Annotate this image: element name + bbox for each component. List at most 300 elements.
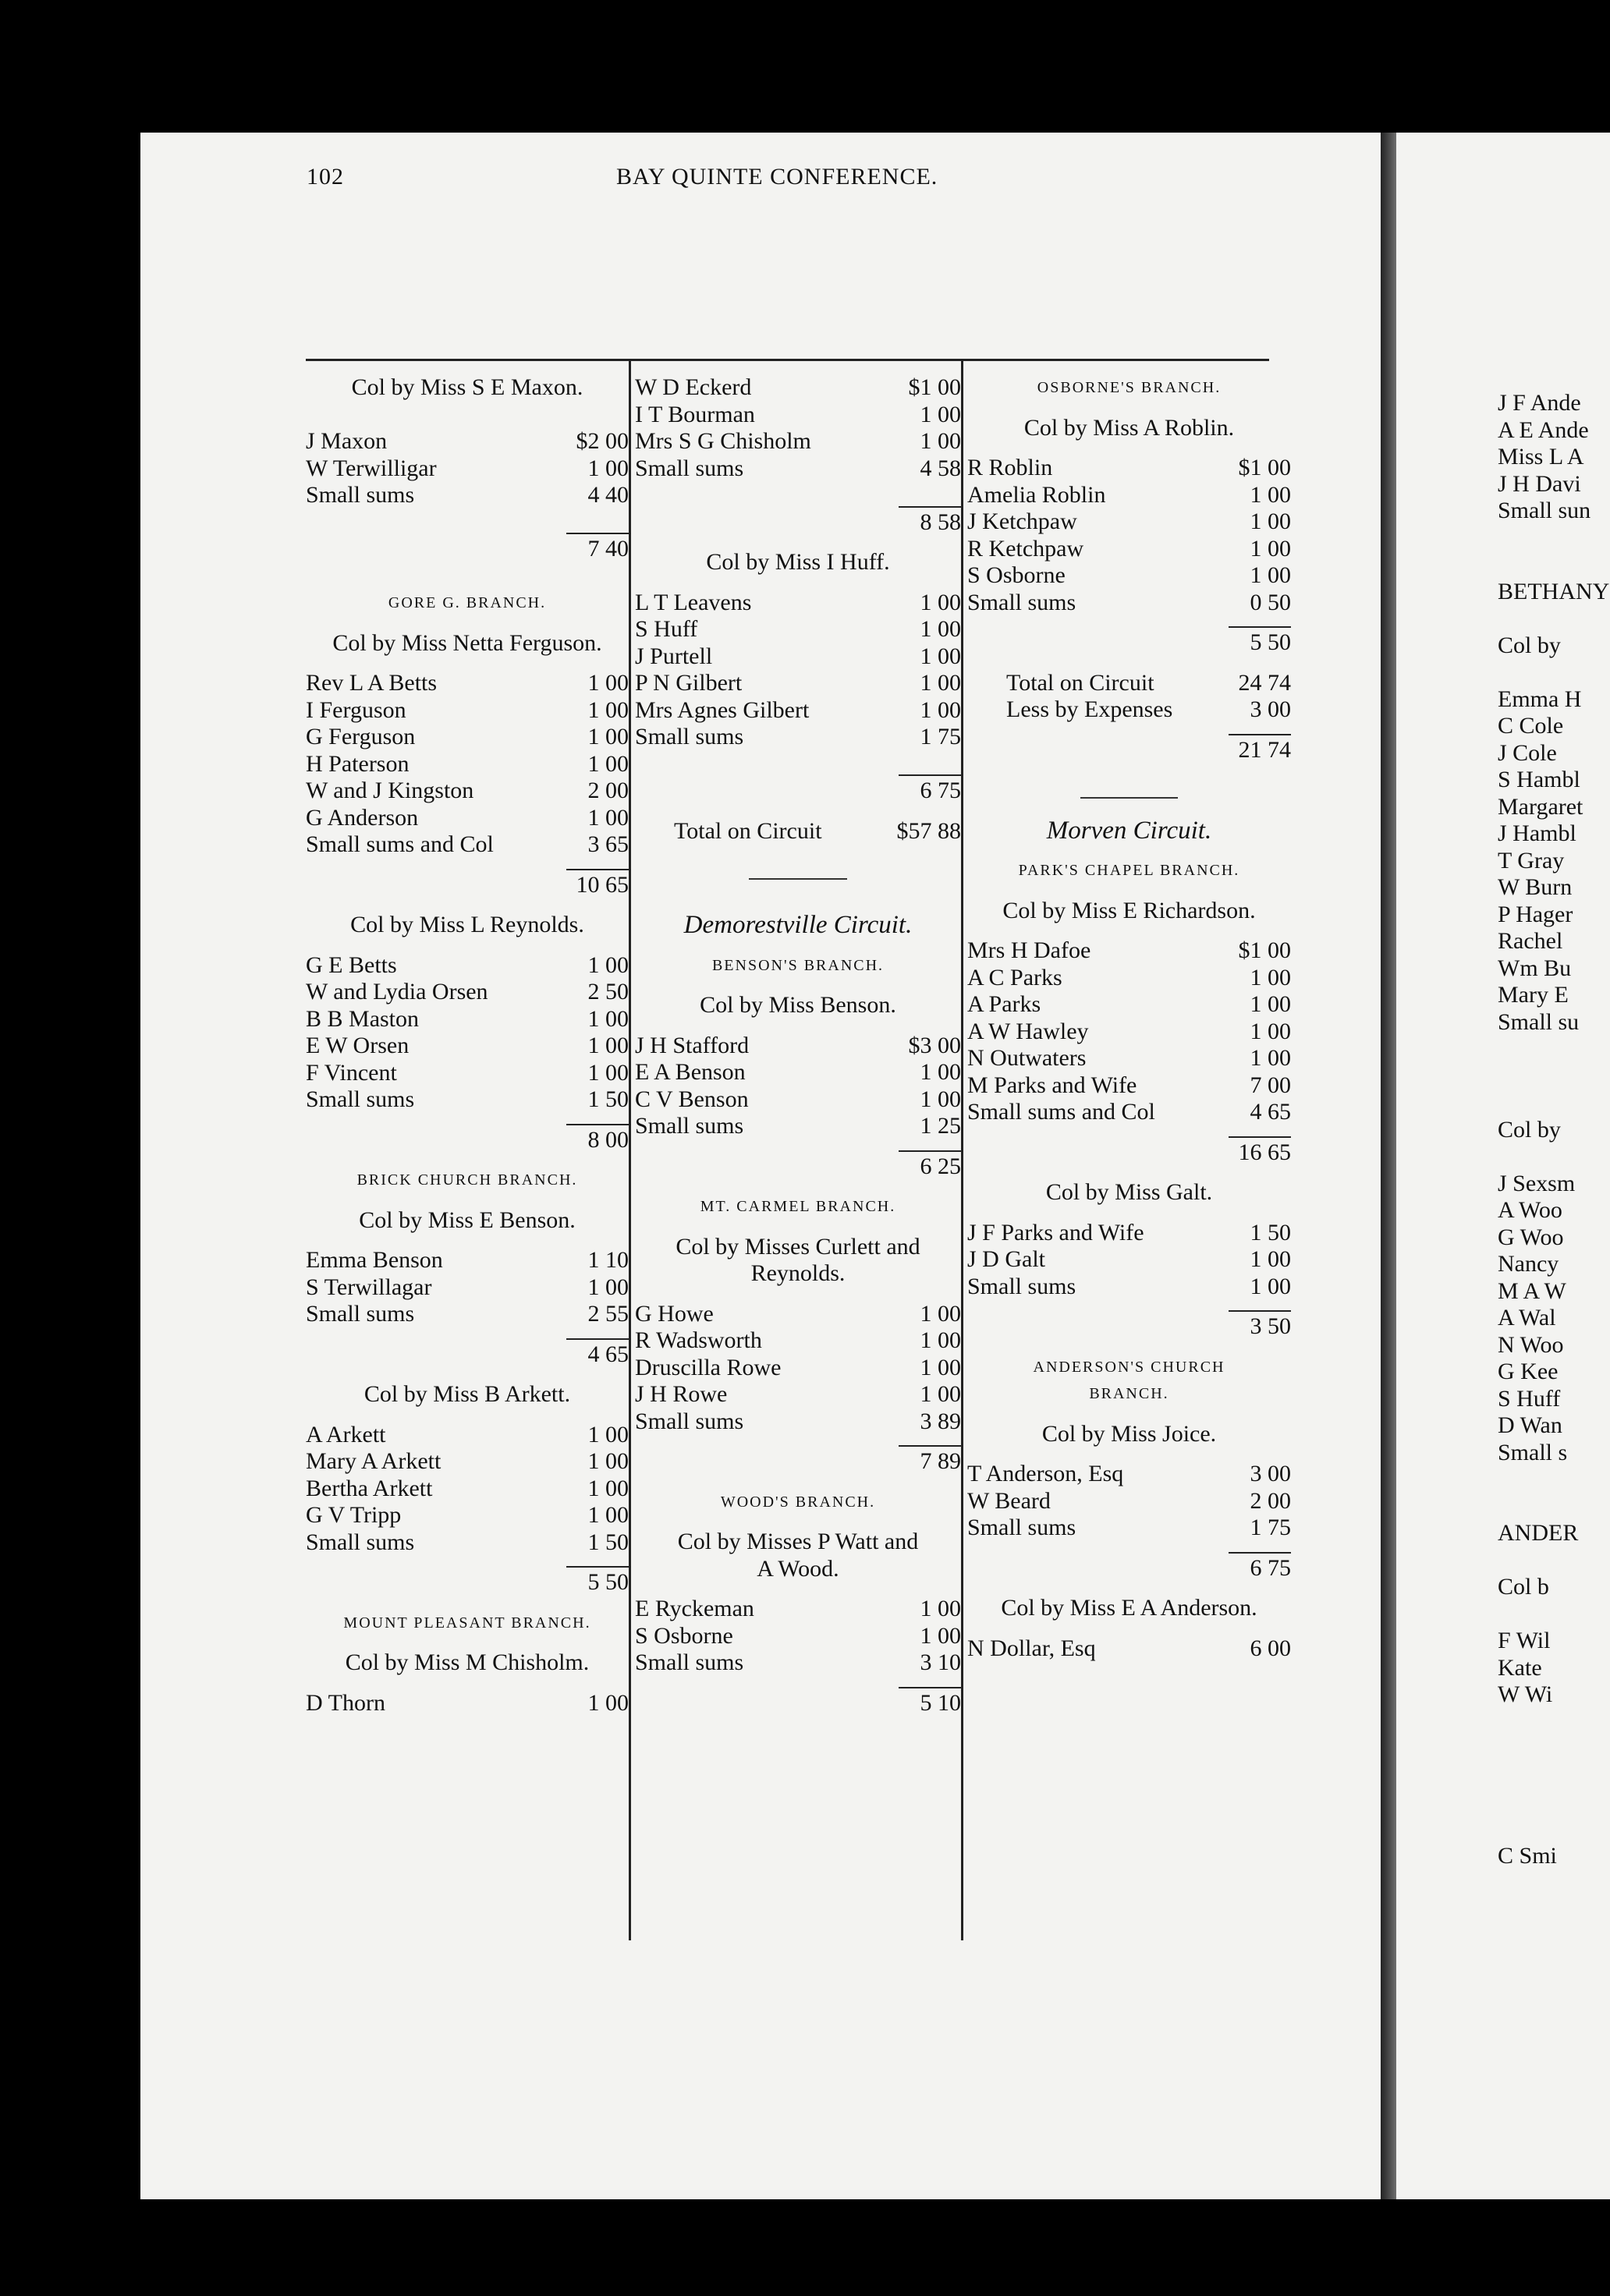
subtotal-line (967, 629, 1291, 657)
subtotal-line (306, 1127, 629, 1154)
ledger-entry (635, 724, 961, 751)
next-page-line (1498, 1628, 1610, 1655)
next-page-text: P Hager (1498, 901, 1573, 927)
entry-name: Small sums (635, 455, 744, 481)
ledger-entry (635, 1355, 961, 1382)
next-page-text: A Woo (1498, 1197, 1562, 1223)
next-page-text: Col b (1498, 1574, 1549, 1600)
entry-amount: 6 75 (1250, 1554, 1291, 1581)
ledger-entry (635, 590, 961, 617)
entry-amount: 2 55 (587, 1301, 629, 1327)
spacer (306, 509, 629, 537)
collector-line (967, 1595, 1291, 1622)
entry-name: J H Stafford (635, 1032, 750, 1058)
spacer (967, 1206, 1291, 1220)
next-page-line (1498, 1224, 1610, 1252)
next-page-text: Small su (1498, 1008, 1580, 1035)
entry-amount: 6 75 (920, 778, 961, 803)
collector-line (967, 1421, 1291, 1448)
entry-name: A Parks (967, 991, 1041, 1017)
entry-name: Small sums (306, 482, 415, 508)
spacer (967, 402, 1291, 415)
next-page-line (1498, 1412, 1610, 1440)
entry-amount: 1 00 (1250, 508, 1291, 534)
next-page-line (1498, 1466, 1610, 1493)
entry-amount: 1 00 (1250, 481, 1291, 508)
ledger-entry (967, 1045, 1291, 1072)
next-page-line (1498, 1090, 1610, 1117)
ledger-entry (635, 1059, 961, 1086)
entry-amount: 1 00 (587, 951, 629, 978)
branch-heading (967, 857, 1291, 884)
sum-rule (899, 1687, 961, 1688)
ledger-entry (306, 952, 629, 980)
entry-amount: 1 75 (1250, 1515, 1291, 1540)
ledger-entry (635, 1113, 961, 1140)
next-page-line (1498, 1278, 1610, 1306)
subtotal-line (635, 1153, 961, 1181)
entry-amount: 2 00 (1250, 1487, 1291, 1514)
entry-amount: 16 65 (1238, 1139, 1291, 1165)
sum-rule (1229, 734, 1291, 735)
branch-title: BRANCH. (1089, 1385, 1169, 1402)
entry-amount: 10 65 (576, 871, 629, 898)
ledger-entry (635, 1381, 961, 1408)
column-rule-1 (629, 361, 631, 1940)
next-page-text: Col by (1498, 632, 1561, 658)
entry-amount: 1 00 (587, 724, 629, 749)
ledger-entry (306, 1247, 629, 1274)
entry-amount: 1 00 (920, 1327, 961, 1353)
next-page-line (1498, 1843, 1610, 1870)
ledger-entry (306, 670, 629, 697)
ledger-entry (635, 455, 961, 483)
entry-name: G Ferguson (306, 724, 416, 749)
sum-rule (566, 1124, 629, 1125)
entry-amount: 1 75 (920, 724, 961, 749)
entry-amount: 1 00 (587, 1421, 629, 1447)
ledger-entry (967, 508, 1291, 536)
entry-amount: 4 58 (920, 455, 961, 481)
branch-heading (635, 952, 961, 980)
entry-amount: 1 00 (1250, 1045, 1291, 1071)
spacer (967, 1582, 1291, 1595)
spacer (967, 764, 1291, 791)
entry-name: Small sums (635, 1649, 744, 1675)
ledger-entry (967, 937, 1291, 965)
ledger-entry (306, 751, 629, 778)
next-page-line (1498, 1763, 1610, 1790)
entry-name: Emma Benson (306, 1247, 443, 1273)
sum-rule (1229, 1310, 1291, 1312)
next-page-text: Rachel (1498, 928, 1563, 954)
branch-title: BENSON'S BRANCH. (711, 956, 885, 974)
entry-name: A Arkett (306, 1421, 386, 1447)
spacer (306, 402, 629, 429)
next-page-line (1498, 874, 1610, 902)
spacer (635, 751, 961, 778)
entry-name: J D Galt (967, 1246, 1045, 1272)
entry-name: R Wadsworth (635, 1327, 762, 1353)
spacer (635, 1515, 961, 1529)
next-page-line (1498, 471, 1610, 498)
entry-name: Bertha Arkett (306, 1475, 433, 1501)
entry-amount: 7 00 (1250, 1072, 1291, 1098)
ledger-entry (306, 482, 629, 509)
next-page-text: D Wan (1498, 1412, 1562, 1438)
next-page-text: J Cole (1498, 739, 1557, 766)
entry-name: E Ryckeman (635, 1596, 754, 1621)
spacer (306, 1677, 629, 1690)
next-page-line (1498, 605, 1610, 632)
next-page-line (1498, 390, 1610, 417)
ledger-entry (306, 697, 629, 725)
entry-amount: 1 00 (1250, 535, 1291, 562)
entry-amount: 8 00 (587, 1126, 629, 1153)
entry-name: I Ferguson (306, 696, 406, 723)
entry-amount: 5 10 (920, 1689, 961, 1716)
next-page-text: W Wi (1498, 1681, 1553, 1707)
entry-name: Small sums (306, 1301, 415, 1327)
entry-name: Mary A Arkett (306, 1448, 442, 1474)
next-page-line (1498, 848, 1610, 875)
next-page-text: M A W (1498, 1277, 1566, 1304)
collector-text: Col by Miss Galt. (1045, 1179, 1213, 1205)
entry-amount: 3 00 (1250, 696, 1291, 722)
entry-name: G Howe (635, 1300, 714, 1327)
entry-amount: 1 00 (1250, 1246, 1291, 1272)
next-page-text: C Cole (1498, 713, 1564, 739)
next-page-line (1498, 1547, 1610, 1575)
entry-amount: 1 00 (920, 401, 961, 427)
ledger-entry (306, 979, 629, 1006)
entry-name: J Purtell (635, 643, 713, 669)
spacer (635, 1221, 961, 1234)
subtotal-line (306, 872, 629, 899)
subtotal-line (306, 1569, 629, 1596)
entry-name: J Ketchpaw (967, 508, 1077, 534)
next-page-text: J F Ande (1498, 390, 1581, 416)
collector-text: Col by Misses Curlett and (676, 1233, 920, 1260)
next-page-line (1498, 1520, 1610, 1547)
ledger-entry (306, 1422, 629, 1449)
branch-heading (635, 1489, 961, 1516)
next-page-text: Mary E (1498, 982, 1569, 1008)
branch-title: PARK'S CHAPEL BRANCH. (1018, 862, 1240, 879)
circuit-title: Morven Circuit. (1046, 816, 1212, 845)
subtotal-line (635, 778, 961, 805)
entry-name: Less by Expenses (1006, 696, 1173, 722)
ledger-entry (306, 1086, 629, 1114)
spacer (306, 1194, 629, 1207)
entry-name: Small sums (635, 724, 744, 749)
entry-name: N Outwaters (967, 1045, 1087, 1071)
next-page-line (1498, 659, 1610, 686)
collector-text: Col by Miss E Benson. (359, 1206, 576, 1233)
spacer (306, 617, 629, 630)
collector-line (635, 992, 961, 1019)
next-page-line (1498, 1681, 1610, 1709)
next-page-text: A E Ande (1498, 416, 1589, 443)
entry-amount: 1 00 (920, 1300, 961, 1327)
subtotal-line (967, 737, 1291, 764)
ledger-entry (635, 1327, 961, 1355)
entry-amount: 1 00 (920, 1381, 961, 1407)
subtotal-line (967, 1555, 1291, 1582)
collector-line (306, 374, 629, 402)
entry-amount: 24 74 (1238, 669, 1291, 696)
spacer (306, 939, 629, 952)
ledger-entry (635, 1086, 961, 1114)
next-page-text: S Hambl (1498, 767, 1580, 792)
next-page-line (1498, 955, 1610, 983)
branch-title: MT. CARMEL BRANCH. (700, 1198, 896, 1215)
collector-text: Col by Miss E A Anderson. (1001, 1595, 1257, 1621)
entry-amount: 1 00 (920, 696, 961, 723)
entry-name: Mrs H Dafoe (967, 937, 1091, 963)
entry-name: R Ketchpaw (967, 535, 1084, 562)
entry-amount: 4 65 (1250, 1099, 1291, 1125)
entry-amount: 1 00 (587, 1689, 629, 1716)
entry-name: M Parks and Wife (967, 1072, 1137, 1098)
next-page-line (1498, 928, 1610, 955)
spacer (635, 1180, 961, 1193)
next-page-line (1498, 444, 1610, 471)
entry-amount: 1 00 (587, 1475, 629, 1501)
entry-amount: 1 00 (920, 589, 961, 615)
next-page-line (1498, 551, 1610, 579)
entry-amount: 1 00 (587, 696, 629, 723)
sum-rule (1229, 1552, 1291, 1554)
entry-amount: $3 00 (908, 1032, 961, 1058)
circuit-title: Demorestville Circuit. (683, 911, 913, 939)
spacer (967, 657, 1291, 670)
branch-title: GORE G. BRANCH. (388, 594, 547, 611)
collector-text: Reynolds. (750, 1260, 846, 1286)
spacer (635, 845, 961, 872)
entry-amount: 4 40 (587, 482, 629, 508)
entry-amount: 1 00 (587, 1502, 629, 1528)
entry-name: Small sums (967, 589, 1076, 615)
spacer (967, 844, 1291, 857)
collector-line (967, 415, 1291, 442)
ledger-entry (306, 1476, 629, 1503)
sum-rule (566, 1338, 629, 1340)
next-page-text: BETHANY (1498, 578, 1610, 604)
collector-line (635, 1234, 961, 1261)
circuit-heading (967, 817, 1291, 845)
subtotal-line (306, 1341, 629, 1369)
entry-name: Small sums (967, 1515, 1076, 1540)
ledger-entry (635, 1623, 961, 1650)
sum-rule (899, 1150, 961, 1152)
ledger-entry (967, 1635, 1291, 1663)
entry-name: S Osborne (967, 562, 1066, 588)
collector-text: Col by Miss M Chisholm. (345, 1649, 590, 1675)
ledger-entry (635, 402, 961, 429)
sum-rule (1229, 626, 1291, 628)
next-page-line (1498, 1735, 1610, 1763)
spacer (967, 441, 1291, 455)
spacer (635, 1288, 961, 1301)
branch-title: WOOD'S BRANCH. (720, 1493, 876, 1511)
subtotal-line (967, 1313, 1291, 1341)
collector-text: Col by Miss Joice. (1041, 1420, 1217, 1447)
next-page-text: J H Davi (1498, 470, 1581, 497)
entry-amount: 1 00 (587, 1274, 629, 1300)
entry-name: S Osborne (635, 1622, 733, 1649)
next-page-text: Kate (1498, 1654, 1542, 1681)
entry-name: Amelia Roblin (967, 481, 1106, 508)
entry-amount: 4 65 (587, 1341, 629, 1367)
ledger-entry (635, 1649, 961, 1677)
next-page-text: C Smi (1498, 1843, 1557, 1869)
next-page-line (1498, 1789, 1610, 1816)
ledger-entry (967, 536, 1291, 563)
spacer (635, 979, 961, 992)
entry-amount: 6 25 (920, 1153, 961, 1179)
ledger-entry (967, 1019, 1291, 1046)
collector-text: Col by Miss B Arkett. (363, 1381, 571, 1407)
entry-name: I T Bourman (635, 401, 755, 427)
entry-amount: $1 00 (908, 374, 961, 400)
entry-name: B B Maston (306, 1005, 420, 1032)
next-page-text: W Burn (1498, 874, 1573, 900)
collector-line (635, 1260, 961, 1288)
next-page-line (1498, 767, 1610, 794)
ledger-entry (967, 562, 1291, 590)
entry-amount: 6 00 (1250, 1635, 1291, 1661)
next-page-text: Wm Bu (1498, 955, 1572, 981)
entry-name: G Anderson (306, 804, 419, 831)
spacer (635, 1476, 961, 1489)
entry-name: G V Tripp (306, 1502, 402, 1528)
entry-name: Small sums (635, 1408, 744, 1434)
branch-title: MOUNT PLEASANT BRANCH. (343, 1614, 591, 1632)
entry-amount: 1 00 (920, 1059, 961, 1085)
branch-title: BRICK CHURCH BRANCH. (356, 1171, 578, 1189)
entry-amount: 1 00 (920, 1622, 961, 1649)
collector-text: A Wood. (757, 1555, 839, 1582)
ledger-entry (306, 1448, 629, 1476)
entry-amount: 1 50 (1250, 1219, 1291, 1245)
ledger-entry (306, 455, 629, 483)
entry-amount: 1 00 (587, 804, 629, 831)
next-page-text: G Woo (1498, 1224, 1564, 1250)
spacer (635, 1582, 961, 1596)
ledger-entry (635, 616, 961, 643)
entry-amount: 1 00 (1250, 964, 1291, 990)
entry-amount: 3 89 (920, 1408, 961, 1434)
next-page-line (1498, 1197, 1610, 1224)
ledger-entry (306, 1274, 629, 1302)
ledger-entry (306, 1060, 629, 1087)
entry-amount: 1 00 (587, 1059, 629, 1086)
ledger-entry (635, 1033, 961, 1060)
entry-name: W Terwilligar (306, 455, 437, 481)
spacer (635, 482, 961, 509)
branch-heading (635, 1193, 961, 1221)
entry-amount: $57 88 (896, 817, 961, 844)
next-page-line (1498, 1655, 1610, 1682)
entry-name: Small sums (967, 1273, 1076, 1299)
collector-text: Col by Miss Benson. (700, 992, 896, 1018)
ledger-entry (635, 643, 961, 671)
next-page-text: N Woo (1498, 1331, 1564, 1358)
spacer (967, 924, 1291, 937)
next-page-line (1498, 1440, 1610, 1467)
ledger-entry (967, 455, 1291, 482)
entry-amount: 1 00 (1250, 1018, 1291, 1044)
ledger-entry (967, 1099, 1291, 1126)
entry-name: Small sums and Col (967, 1099, 1155, 1125)
branch-heading (306, 1610, 629, 1637)
entry-name: L T Leavens (635, 589, 752, 615)
entry-name: E A Benson (635, 1059, 746, 1085)
next-page-line (1498, 1036, 1610, 1063)
next-page-line (1498, 417, 1610, 445)
ledger-entry (635, 428, 961, 455)
spacer (635, 939, 961, 952)
collector-text: Col by Miss L Reynolds. (350, 912, 584, 937)
branch-heading (967, 374, 1291, 402)
ledger-entry (967, 1515, 1291, 1542)
collector-text: Col by Miss S E Maxon. (351, 374, 583, 400)
subtotal-line (635, 1690, 961, 1717)
section-separator (967, 791, 1291, 804)
collector-line (306, 1381, 629, 1408)
ledger-entry (967, 1072, 1291, 1100)
ledger-entry (306, 428, 629, 455)
collector-line (306, 1207, 629, 1235)
next-page-line (1498, 1305, 1610, 1332)
entry-name: J H Rowe (635, 1381, 728, 1407)
entry-amount: 1 00 (1250, 1273, 1291, 1299)
column-3 (967, 374, 1291, 1662)
entry-amount: 1 00 (587, 1033, 629, 1058)
ledger-entry (635, 1301, 961, 1328)
next-page-column (1498, 390, 1610, 1870)
entry-amount: 3 50 (1250, 1313, 1291, 1339)
entry-amount: 1 50 (587, 1086, 629, 1112)
ledger-entry (635, 670, 961, 697)
ledger-entry (967, 1220, 1291, 1247)
entry-amount: 1 00 (920, 670, 961, 696)
collector-line (635, 1556, 961, 1583)
entry-name: G E Betts (306, 951, 397, 978)
next-page-line (1498, 1816, 1610, 1844)
entry-amount: 1 00 (587, 455, 629, 481)
next-page-text: J Hambl (1498, 820, 1576, 846)
entry-amount: 3 65 (587, 831, 629, 857)
entry-amount: 1 00 (920, 1086, 961, 1112)
ledger-entry (306, 724, 629, 751)
subtotal-line (967, 1139, 1291, 1167)
entry-name: C V Benson (635, 1086, 749, 1112)
sum-rule (899, 774, 961, 776)
subtotal-line (306, 536, 629, 563)
spacer (306, 1408, 629, 1422)
next-page-line (1498, 902, 1610, 929)
spacer (306, 1368, 629, 1381)
entry-name: R Roblin (967, 455, 1053, 480)
next-page-line (1498, 1332, 1610, 1359)
collector-text: Col by Miss E Richardson. (1002, 897, 1256, 923)
entry-amount: 3 10 (920, 1649, 961, 1675)
entry-amount: 2 50 (587, 979, 629, 1004)
next-page-text: Small s (1498, 1439, 1568, 1465)
collector-line (967, 898, 1291, 925)
